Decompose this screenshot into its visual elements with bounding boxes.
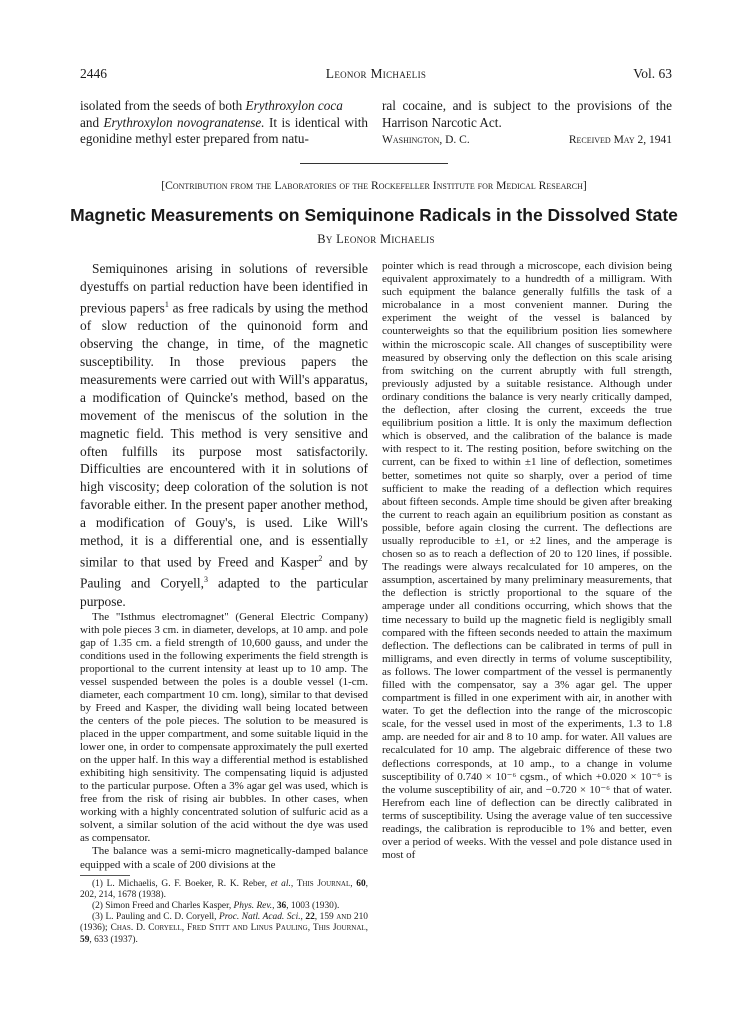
balance-paragraph: The balance was a semi-micro magnetically-damped balance equipped with a scale of 200 divisions at the bbox=[80, 845, 368, 871]
right-column bbox=[382, 260, 672, 862]
location: Washington, D. C. bbox=[382, 134, 470, 146]
species-name-1: Erythroxylon coca bbox=[245, 98, 343, 113]
running-header bbox=[80, 66, 672, 84]
running-author: Leonor Michaelis bbox=[325, 66, 427, 81]
contribution-line: [Contribution from the Laboratories of the Rockefeller Institute for Medical Research] bbox=[161, 179, 587, 192]
byline: By Leonor Michaelis bbox=[317, 232, 435, 246]
left-column bbox=[80, 260, 368, 946]
species-name-2: Erythroxylon novogranatense. bbox=[103, 114, 265, 130]
apparatus-paragraph: The "Isthmus electromagnet" (General Electric Company) with pole pieces 3 cm. in diameter, develops, at 10 amp. and pole gap of 1.35 cm. a field strength of 10,600 gauss, and under the conditions used in the following experiments the field strength is proportional to the current intensity at least up to 10 amp. The vessel suspended between the poles is a double vessel (1-cm. diameter, each compartment 10 cm. long), similar to that devised by Freed and Kasper, the dividing wall being located between the centers of the pole pieces. The solution to be measured is placed in the upper compartment, and some suitable liquid in the lower one, in order to compensate approximately the pull exerted on the upper half. In this way a differential method is established exhibiting high sensitivity. The compensating liquid is adjusted to the particular purpose. Often a 3% agar gel was used, which is free from the risk of rising air bubbles. In other cases, when working with a highly concentrated solution of sulfuric acid as a solvent, a similar solution of the acid without the dye was used as compensator. bbox=[80, 610, 368, 845]
footnote-2: (2) Simon Freed and Charles Kasper, Phys. Rev., 36, 1003 (1930). bbox=[92, 900, 340, 911]
article-title: Magnetic Measurements on Semiquinone Radicals in the Dissolved State bbox=[70, 205, 678, 225]
volume-label: Vol. 63 bbox=[633, 66, 672, 81]
page-number: 2446 bbox=[80, 66, 107, 81]
section-divider bbox=[300, 163, 448, 164]
footnote-1: (1) L. Michaelis, G. F. Boeker, R. K. Reber, et al., This Journal, 60, 202, 214, 1678 (1938). bbox=[80, 878, 368, 900]
intro-paragraph: Semiquinones arising in solutions of reversible dyestuffs on partial reduction have been identified in previous papers$^1$ as free radicals by using the method of slow reduction of the quinonoid form and observing the change, in time, of the magnetic susceptibility. In those previous papers the measurements were carried out with Will's apparatus, a modification of Quincke's method, based on the movement of the meniscus of the solution in the magnetic field. This method is very sensitive and often fulfills its purpose most satisfactorily. Difficulties are encountered with it in solutions of high viscosity; deep coloration of the solution is not favorable either. In the present paper another method, a modification of Gouy's, is used. Like Will's method, it is a differential one, and is essentially similar to that used by Freed and Kasper$^2$ and by Pauling and Coryell,$^3$ adapted to the particular purpose. bbox=[80, 261, 368, 609]
previous-article-ending: ral cocaine, and is subject to the provisions of the Harrison Narcotic Act. bbox=[382, 98, 672, 130]
previous-article-right bbox=[382, 98, 672, 149]
previous-article-left: isolated from the seeds of both Erythroxylon coca and Erythroxylon novogranatense. It is identical with egonidine methyl ester prepared from natu- bbox=[80, 98, 368, 146]
footnote-rule bbox=[80, 875, 130, 876]
previous-article-signature bbox=[382, 132, 672, 149]
right-column-text: pointer which is read through a microscope, each division being equivalent approximately to a hundredth of a milligram. With such equipment the balance generally fulfills the task of a microbalance in a most convenient manner. During the experiment the weight of the vessel is balanced by counterweights so that the equilibrium position lies somewhere within the microscopic scale. All changes of susceptibility were measured by observing only the deflection on this scale arising from switching on the current abruptly with full strength, previously adjusted by a suitable resistance. Although under ordinary conditions the balance is very nearly critically damped, the deflection, after closing the current, exceeds the true equilibrium position a little. It is only the maximum deflection which is observed, and the calibration of the balance is made with respect to it. The resting position, before switching on the current, can be fixed to within ±1 line of deflection, sometimes better, sometimes not quite so sharply, over a period of time sufficient to make the reading of a deflection which requires about fifteen seconds. Ample time should be given after breaking the current to reach again an equilibrium position as constant as possible, before again closing the current. The deflections are usually reproducible to ±1, or ±2 lines, and the amperage is chosen so as to reach a deflection of 20 to 120 lines, if possible. The readings were always recalculated for 10 amperes, on the assumption, ascertained by many preliminary measurements, that the deflection is strictly proportional to the square of the amperage under all conditions occurring, which shows that the time necessary to build up the magnetic field is negligibly small compared with the fifteen seconds needed to attain the maximum deflection. The deflections can be calibrated in terms of pull in milligrams, and even directly in terms of volume susceptibility, as follows. The lower compartment of the vessel is permanently filled with the compensator, say a 3% agar gel. The upper compartment is filled in one experiment with air, in another with water. To get the deflection into the range of the microscopic scale, for the vessel used in most of the experiments, 1.3 to 1.8 amp. are needed for air and 8 to 10 amp. for water. All values are recalculated for 10 amp. The algebraic difference of these two deflections corresponds, at 10 amp., to a change in volume susceptibility of 0.740 × 10⁻⁶ cgsm., of which +0.020 × 10⁻⁶ is the volume susceptibility of air, and −0.720 × 10⁻⁶ that of water. Herefrom each line of deflection can be directly calibrated in terms of susceptibility. Using the average value of ten successive readings, the calibration is reproducible to 1% and better, even over a period of weeks. With the vessel and pole distance used in most of bbox=[382, 260, 672, 862]
received-date: Received May 2, 1941 bbox=[568, 134, 672, 146]
footnote-3: (3) L. Pauling and C. D. Coryell, Proc. Natl. Acad. Sci., 22, 159 and 210 (1936); Chas. D. Coryell, Fred Stitt and Linus Pauling, This Journal, 59, 633 (1937). bbox=[80, 912, 368, 945]
